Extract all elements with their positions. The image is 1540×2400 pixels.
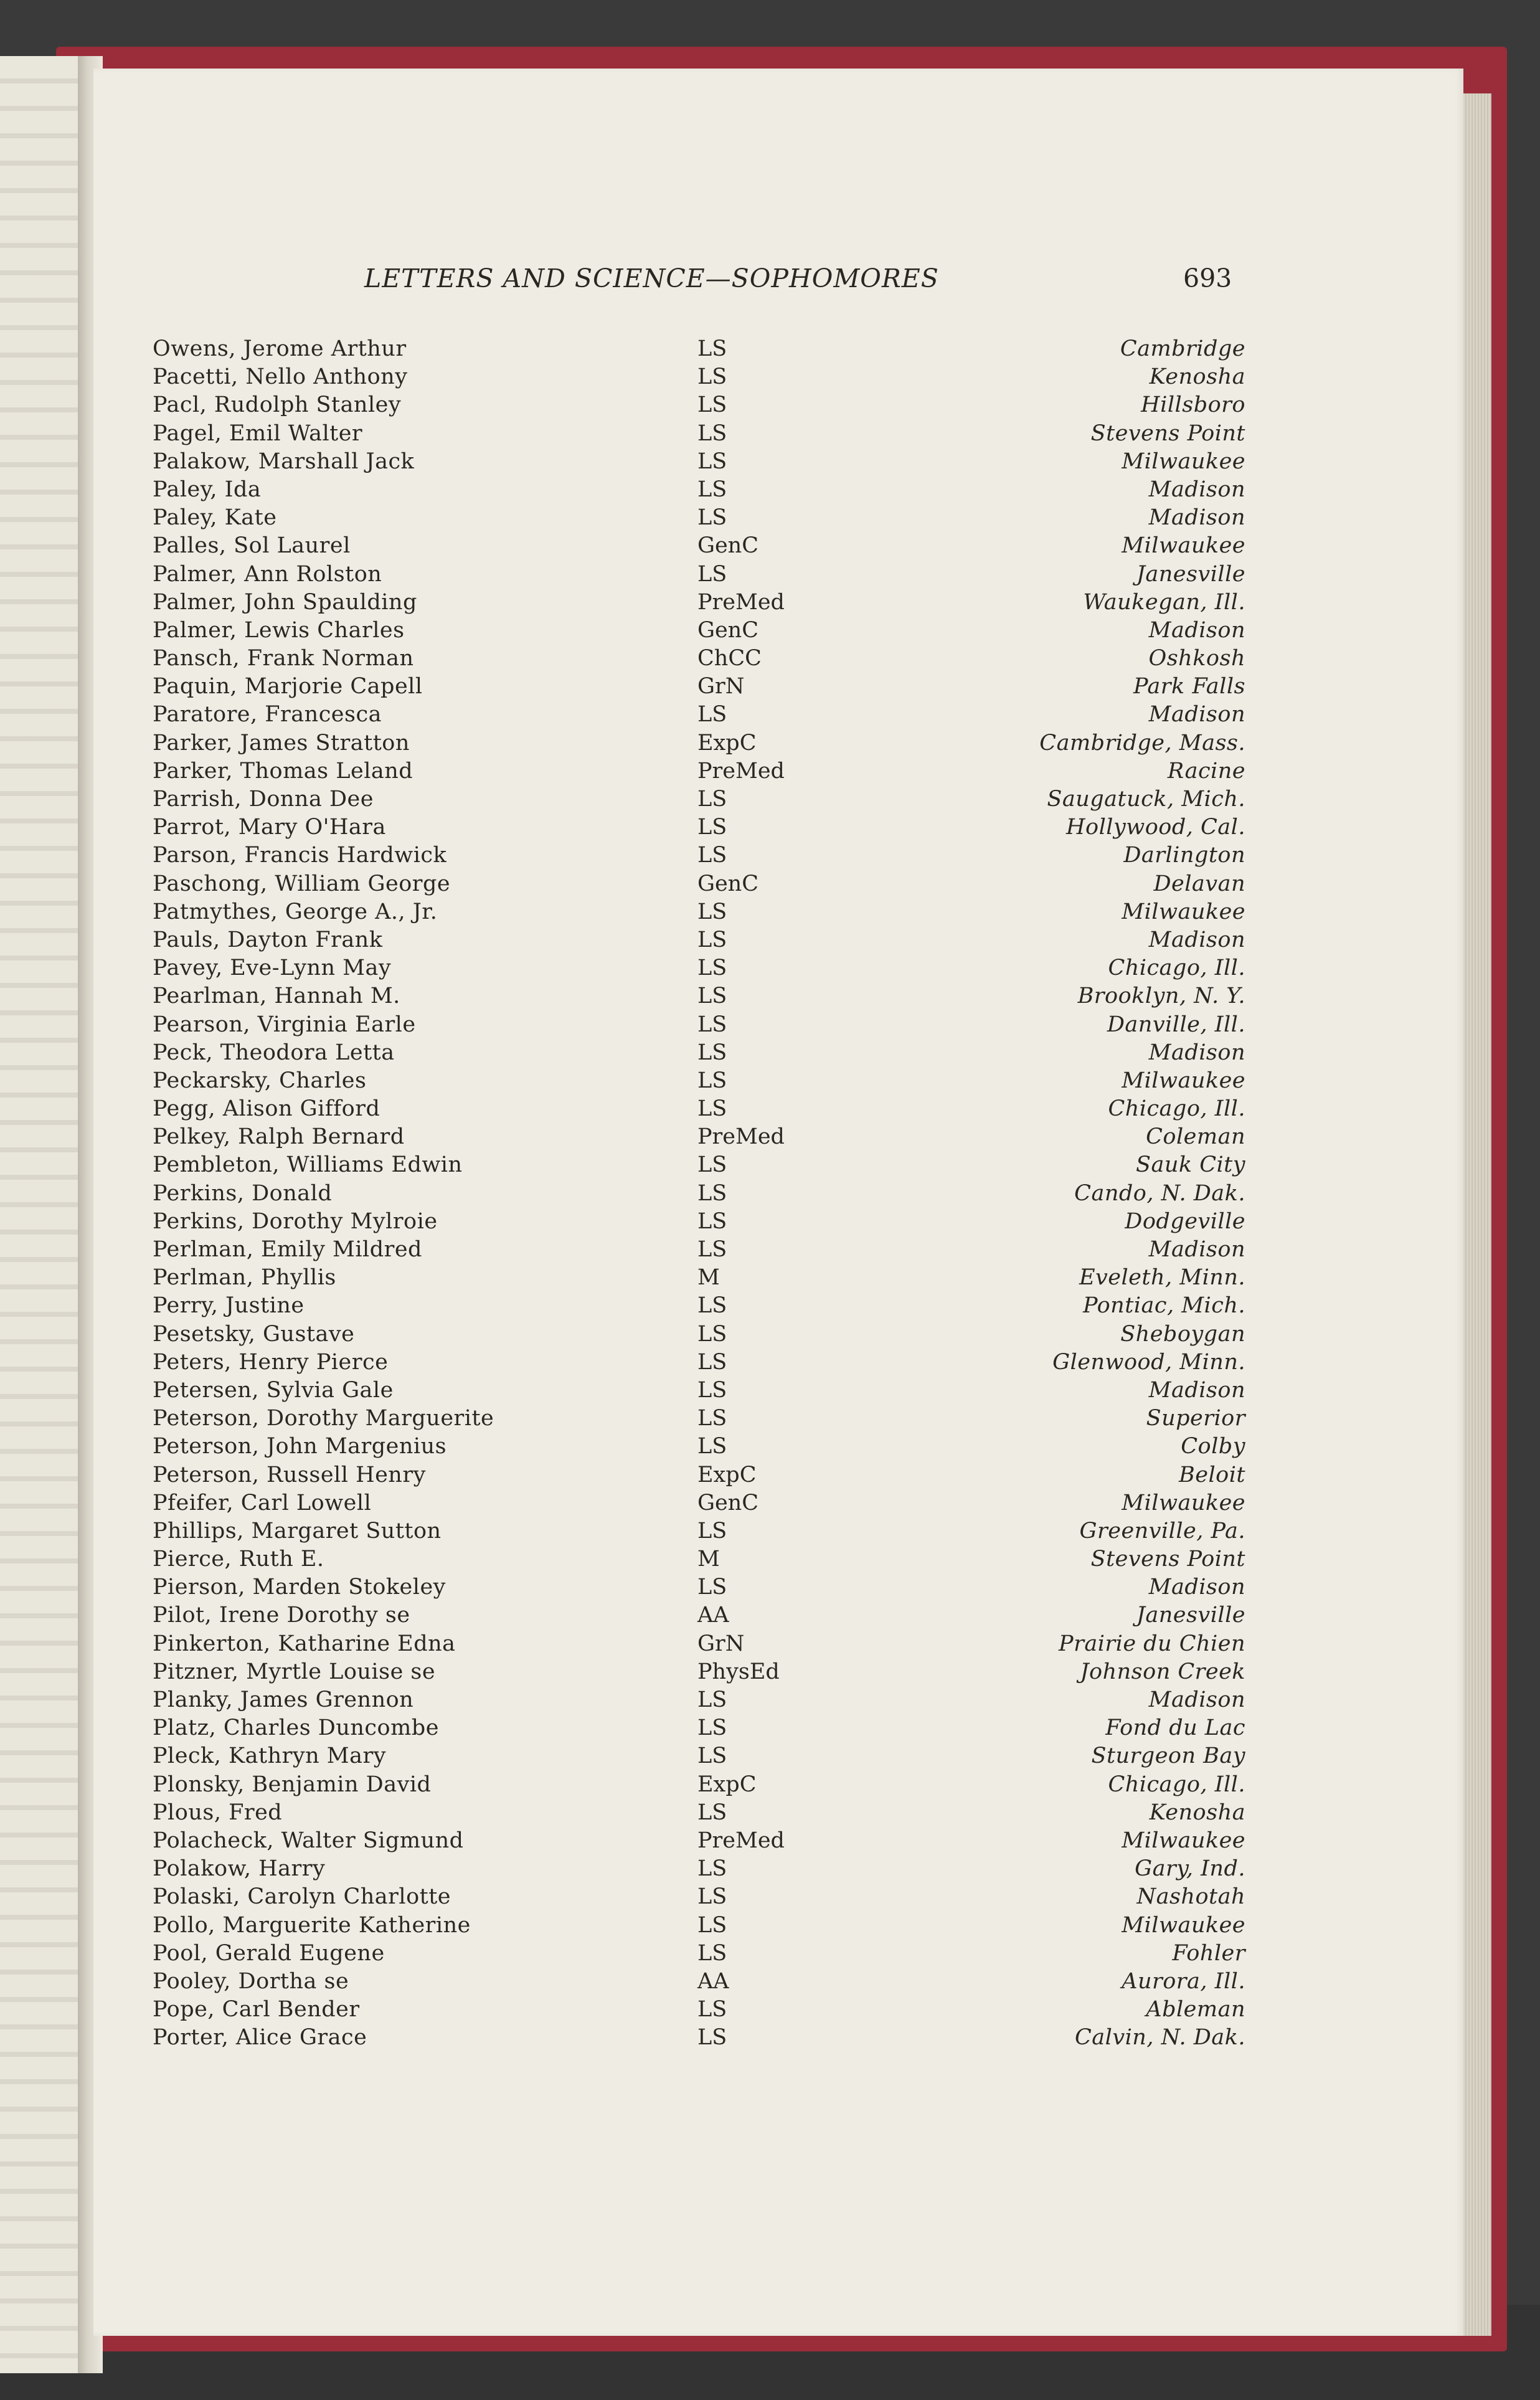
student-hometown: Stevens Point <box>1090 420 1245 446</box>
student-name: Pearlman, Hannah M. <box>153 984 400 1009</box>
student-name: Platz, Charles Duncombe <box>153 1715 439 1741</box>
student-name: Pembleton, Williams Edwin <box>153 1152 463 1178</box>
student-course: LS <box>697 1377 727 1403</box>
student-hometown: Park Falls <box>1133 674 1245 700</box>
student-course: LS <box>697 561 727 587</box>
student-course: GenC <box>697 533 758 559</box>
list-item <box>153 1884 1245 1912</box>
student-name: Paquin, Marjorie Capell <box>153 674 423 700</box>
student-hometown: Milwaukee <box>1122 1828 1245 1853</box>
list-item <box>153 1322 1245 1350</box>
student-course: LS <box>697 1856 727 1882</box>
list-item <box>153 1124 1245 1152</box>
student-hometown: Sheboygan <box>1120 1321 1245 1347</box>
list-item <box>153 618 1245 646</box>
student-hometown: Milwaukee <box>1122 899 1245 924</box>
student-name: Pegg, Alison Gifford <box>153 1096 380 1122</box>
student-course: LS <box>697 1715 727 1741</box>
student-name: Patmythes, George A., Jr. <box>153 899 438 924</box>
student-hometown: Colby <box>1181 1434 1245 1459</box>
list-item <box>153 336 1245 364</box>
student-course: LS <box>697 984 727 1009</box>
student-course: LS <box>697 336 727 361</box>
student-name: Pacetti, Nello Anthony <box>153 364 408 390</box>
list-item <box>153 1293 1245 1321</box>
student-hometown: Hollywood, Cal. <box>1066 815 1245 840</box>
list-item <box>153 815 1245 843</box>
student-hometown: Madison <box>1148 927 1245 952</box>
student-course: ExpC <box>697 1462 757 1487</box>
student-name: Perkins, Donald <box>153 1180 333 1206</box>
student-course: LS <box>697 1743 727 1769</box>
student-course: LS <box>697 1884 727 1910</box>
student-hometown: Eveleth, Minn. <box>1079 1265 1245 1291</box>
student-course: M <box>697 1547 720 1572</box>
list-item <box>153 1743 1245 1772</box>
list-item <box>153 2025 1245 2053</box>
student-course: LS <box>697 477 727 502</box>
student-hometown: Cambridge, Mass. <box>1039 730 1245 756</box>
student-name: Petersen, Sylvia Gale <box>153 1377 394 1403</box>
student-name: Pansch, Frank Norman <box>153 646 414 671</box>
student-course: LS <box>697 1180 727 1206</box>
student-hometown: Madison <box>1148 477 1245 502</box>
student-name: Perlman, Emily Mildred <box>153 1237 422 1262</box>
student-hometown: Kenosha <box>1149 364 1245 390</box>
student-course: ExpC <box>697 730 757 756</box>
student-name: Plonsky, Benjamin David <box>153 1772 432 1797</box>
student-name: Pool, Gerald Eugene <box>153 1940 385 1966</box>
student-hometown: Chicago, Ill. <box>1108 956 1245 981</box>
list-item <box>153 1237 1245 1265</box>
student-hometown: Greenville, Pa. <box>1079 1518 1245 1544</box>
student-course: LS <box>697 1040 727 1065</box>
student-name: Palmer, Ann Rolston <box>153 561 382 587</box>
student-hometown: Gary, Ind. <box>1135 1856 1245 1882</box>
student-name: Planky, James Grennon <box>153 1687 414 1712</box>
student-name: Palakow, Marshall Jack <box>153 448 415 474</box>
student-course: GenC <box>697 617 758 643</box>
student-hometown: Brooklyn, N. Y. <box>1077 984 1245 1009</box>
list-item <box>153 449 1245 477</box>
student-name: Pacl, Rudolph Stanley <box>153 392 402 418</box>
list-item <box>153 871 1245 899</box>
student-name: Peterson, Russell Henry <box>153 1462 426 1487</box>
student-hometown: Waukegan, Ill. <box>1083 589 1245 615</box>
student-course: LS <box>697 505 727 531</box>
list-item <box>153 1997 1245 2025</box>
student-name: Plous, Fred <box>153 1800 283 1825</box>
student-name: Polacheck, Walter Sigmund <box>153 1828 464 1853</box>
list-item <box>153 674 1245 702</box>
student-course: GenC <box>697 871 758 896</box>
student-hometown: Hillsboro <box>1141 392 1245 418</box>
student-hometown: Chicago, Ill. <box>1108 1096 1245 1122</box>
student-hometown: Cambridge <box>1120 336 1245 361</box>
student-name: Pauls, Dayton Frank <box>153 927 383 952</box>
list-item <box>153 1603 1245 1631</box>
student-course: LS <box>697 787 727 812</box>
student-name: Peterson, John Margenius <box>153 1434 447 1459</box>
student-hometown: Madison <box>1148 505 1245 531</box>
student-name: Pfeifer, Carl Lowell <box>153 1490 372 1515</box>
student-hometown: Cando, N. Dak. <box>1074 1180 1245 1206</box>
student-course: LS <box>697 815 727 840</box>
student-course: LS <box>697 1575 727 1600</box>
student-name: Pierce, Ruth E. <box>153 1547 324 1572</box>
student-name: Peterson, Dorothy Marguerite <box>153 1406 494 1431</box>
list-item <box>153 1519 1245 1547</box>
student-course: LS <box>697 1912 727 1938</box>
list-item <box>153 1969 1245 1997</box>
student-hometown: Madison <box>1148 1377 1245 1403</box>
student-course: LS <box>697 956 727 981</box>
student-course: ExpC <box>697 1772 757 1797</box>
student-name: Peck, Theodora Letta <box>153 1040 395 1065</box>
page-edges <box>1463 93 1491 2336</box>
student-hometown: Madison <box>1148 617 1245 643</box>
student-course: LS <box>697 1997 727 2023</box>
student-hometown: Calvin, N. Dak. <box>1075 2025 1245 2051</box>
list-item <box>153 843 1245 871</box>
list-item <box>153 1913 1245 1941</box>
student-hometown: Ableman <box>1146 1997 1245 2023</box>
student-course: LS <box>697 702 727 728</box>
student-course: LS <box>697 1012 727 1037</box>
student-hometown: Oshkosh <box>1148 646 1245 671</box>
student-hometown: Sturgeon Bay <box>1091 1743 1245 1769</box>
student-name: Pope, Carl Bender <box>153 1997 360 2023</box>
student-name: Parker, James Stratton <box>153 730 410 756</box>
student-course: GenC <box>697 1490 758 1515</box>
student-name: Paschong, William George <box>153 871 451 896</box>
list-item <box>153 590 1245 618</box>
student-name: Parrot, Mary O'Hara <box>153 815 386 840</box>
student-name: Parson, Francis Hardwick <box>153 843 447 868</box>
student-name: Pilot, Irene Dorothy se <box>153 1603 410 1628</box>
student-hometown: Madison <box>1148 702 1245 728</box>
student-course: AA <box>697 1968 729 1994</box>
student-name: Pesetsky, Gustave <box>153 1321 355 1347</box>
facing-page-text-bleed <box>0 56 84 2373</box>
list-item <box>153 899 1245 927</box>
list-item <box>153 1406 1245 1434</box>
student-name: Perkins, Dorothy Mylroie <box>153 1208 438 1234</box>
student-name: Paley, Ida <box>153 477 262 502</box>
list-item <box>153 927 1245 956</box>
student-course: PreMed <box>697 589 785 615</box>
student-name: Perry, Justine <box>153 1293 305 1319</box>
student-hometown: Beloit <box>1179 1462 1245 1487</box>
student-hometown: Chicago, Ill. <box>1108 1772 1245 1797</box>
list-item <box>153 1659 1245 1687</box>
student-course: LS <box>697 1687 727 1712</box>
student-hometown: Madison <box>1148 1040 1245 1065</box>
student-course: LS <box>697 899 727 924</box>
list-item <box>153 1856 1245 1884</box>
list-item <box>153 1152 1245 1180</box>
student-name: Owens, Jerome Arthur <box>153 336 407 361</box>
student-hometown: Nashotah <box>1136 1884 1245 1910</box>
student-name: Pleck, Kathryn Mary <box>153 1743 387 1769</box>
student-course: LS <box>697 1068 727 1093</box>
student-course: LS <box>697 927 727 952</box>
student-name: Palles, Sol Laurel <box>153 533 351 559</box>
student-name: Pagel, Emil Walter <box>153 420 363 446</box>
student-hometown: Madison <box>1148 1575 1245 1600</box>
student-hometown: Janesville <box>1136 1603 1245 1628</box>
student-course: LS <box>697 448 727 474</box>
list-item <box>153 1209 1245 1237</box>
student-course: LS <box>697 1237 727 1262</box>
student-hometown: Dodgeville <box>1125 1208 1245 1234</box>
list-item <box>153 505 1245 533</box>
student-course: LS <box>697 1518 727 1544</box>
student-name: Phillips, Margaret Sutton <box>153 1518 442 1544</box>
list-item <box>153 421 1245 449</box>
student-hometown: Janesville <box>1136 561 1245 587</box>
student-course: LS <box>697 1321 727 1347</box>
list-item <box>153 1941 1245 1969</box>
student-name: Polaski, Carolyn Charlotte <box>153 1884 451 1910</box>
student-hometown: Superior <box>1146 1406 1245 1431</box>
student-course: GrN <box>697 1631 745 1656</box>
student-hometown: Saugatuck, Mich. <box>1047 787 1245 812</box>
list-item <box>153 364 1245 392</box>
facing-page <box>0 56 84 2373</box>
list-item <box>153 1547 1245 1575</box>
student-hometown: Milwaukee <box>1122 1912 1245 1938</box>
list-item <box>153 1068 1245 1096</box>
student-hometown: Madison <box>1148 1237 1245 1262</box>
list-item <box>153 1687 1245 1715</box>
student-hometown: Aurora, Ill. <box>1122 1968 1245 1994</box>
student-course: PreMed <box>697 1124 785 1150</box>
list-item <box>153 392 1245 420</box>
student-hometown: Prairie du Chien <box>1059 1631 1245 1656</box>
student-name: Parker, Thomas Leland <box>153 758 413 784</box>
student-course: ChCC <box>697 646 762 671</box>
student-hometown: Kenosha <box>1149 1800 1245 1825</box>
list-item <box>153 1012 1245 1040</box>
list-item <box>153 1096 1245 1124</box>
list-item <box>153 1575 1245 1603</box>
list-item <box>153 1715 1245 1743</box>
student-course: M <box>697 1265 720 1291</box>
student-hometown: Pontiac, Mich. <box>1082 1293 1245 1319</box>
list-item <box>153 533 1245 561</box>
student-name: Polakow, Harry <box>153 1856 326 1882</box>
list-item <box>153 646 1245 674</box>
list-item <box>153 1828 1245 1856</box>
student-name: Palmer, Lewis Charles <box>153 617 405 643</box>
student-course: LS <box>697 1349 727 1375</box>
list-item <box>153 1378 1245 1406</box>
student-course: LS <box>697 1293 727 1319</box>
student-name: Pearson, Virginia Earle <box>153 1012 416 1037</box>
student-course: LS <box>697 1406 727 1431</box>
student-name: Perlman, Phyllis <box>153 1265 336 1291</box>
student-name: Parrish, Donna Dee <box>153 787 374 812</box>
list-item <box>153 787 1245 815</box>
list-item <box>153 984 1245 1012</box>
student-name: Pavey, Eve-Lynn May <box>153 956 392 981</box>
student-hometown: Delavan <box>1153 871 1245 896</box>
student-hometown: Madison <box>1148 1687 1245 1712</box>
student-hometown: Glenwood, Minn. <box>1052 1349 1245 1375</box>
student-hometown: Johnson Creek <box>1080 1659 1245 1684</box>
list-item <box>153 1772 1245 1800</box>
list-item <box>153 562 1245 590</box>
student-hometown: Coleman <box>1146 1124 1245 1150</box>
list-item <box>153 731 1245 759</box>
list-item <box>153 956 1245 984</box>
list-item <box>153 759 1245 787</box>
list-item <box>153 1350 1245 1378</box>
list-item <box>153 1181 1245 1209</box>
student-course: LS <box>697 1152 727 1178</box>
student-hometown: Milwaukee <box>1122 1068 1245 1093</box>
student-hometown: Milwaukee <box>1122 448 1245 474</box>
student-list <box>153 336 1245 2053</box>
student-course: PreMed <box>697 1828 785 1853</box>
student-course: LS <box>697 420 727 446</box>
student-name: Pollo, Marguerite Katherine <box>153 1912 471 1938</box>
student-hometown: Stevens Point <box>1090 1547 1245 1572</box>
student-name: Porter, Alice Grace <box>153 2025 367 2051</box>
student-name: Paratore, Francesca <box>153 702 382 728</box>
page-number: 693 <box>1183 263 1232 293</box>
list-item <box>153 1491 1245 1519</box>
list-item <box>153 1800 1245 1828</box>
list-item <box>153 1265 1245 1293</box>
student-name: Peters, Henry Pierce <box>153 1349 389 1375</box>
student-name: Palmer, John Spaulding <box>153 589 417 615</box>
student-name: Pinkerton, Katharine Edna <box>153 1631 456 1656</box>
student-course: LS <box>697 843 727 868</box>
student-course: LS <box>697 1434 727 1459</box>
student-name: Paley, Kate <box>153 505 277 531</box>
student-name: Pelkey, Ralph Bernard <box>153 1124 405 1150</box>
student-course: LS <box>697 1800 727 1825</box>
list-item <box>153 477 1245 505</box>
list-item <box>153 1434 1245 1462</box>
student-course: AA <box>697 1603 729 1628</box>
student-hometown: Fohler <box>1172 1940 1245 1966</box>
list-item <box>153 702 1245 730</box>
list-item <box>153 1040 1245 1068</box>
student-hometown: Fond du Lac <box>1105 1715 1245 1741</box>
student-course: LS <box>697 1208 727 1234</box>
student-name: Pierson, Marden Stokeley <box>153 1575 446 1600</box>
student-course: LS <box>697 1940 727 1966</box>
student-name: Pooley, Dortha se <box>153 1968 349 1994</box>
student-name: Peckarsky, Charles <box>153 1068 367 1093</box>
student-course: LS <box>697 1096 727 1122</box>
student-course: GrN <box>697 674 745 700</box>
student-course: LS <box>697 364 727 390</box>
student-course: LS <box>697 392 727 418</box>
student-hometown: Sauk City <box>1135 1152 1245 1178</box>
list-item <box>153 1631 1245 1659</box>
student-hometown: Milwaukee <box>1122 533 1245 559</box>
student-hometown: Milwaukee <box>1122 1490 1245 1515</box>
student-hometown: Darlington <box>1123 843 1245 868</box>
student-hometown: Danville, Ill. <box>1107 1012 1245 1037</box>
student-name: Pitzner, Myrtle Louise se <box>153 1659 436 1684</box>
student-hometown: Racine <box>1167 758 1245 784</box>
student-course: PreMed <box>697 758 785 784</box>
list-item <box>153 1463 1245 1491</box>
student-course: LS <box>697 2025 727 2051</box>
student-course: PhysEd <box>697 1659 780 1684</box>
running-header: LETTERS AND SCIENCE—SOPHOMORES <box>364 263 939 293</box>
